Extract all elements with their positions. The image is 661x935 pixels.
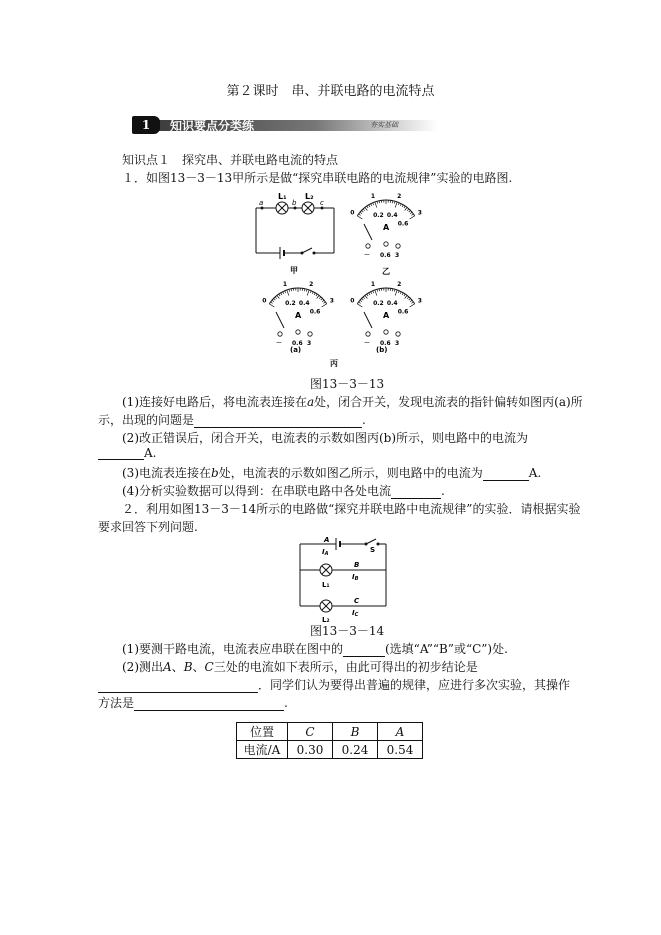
table-row — [237, 723, 423, 741]
meter-tick — [409, 298, 411, 300]
meter-tick — [285, 291, 286, 293]
meter-scale-label: 0 — [350, 297, 355, 305]
meter-needle — [276, 312, 284, 328]
meter-tick — [322, 304, 327, 307]
label-L1: L₁ — [278, 193, 287, 201]
table-cell: 电流/A — [237, 741, 288, 759]
q1-part2-line1: (2)改正错误后，闭合开关，电流表的示数如图丙(b)所示，则电路中的电流为 — [122, 431, 529, 445]
meter-scale-label: 2 — [309, 281, 314, 289]
meter-terminal-label: － — [364, 340, 371, 347]
meter-tick — [405, 207, 407, 210]
meter-terminal-label: 3 — [307, 340, 312, 347]
meter-tick — [277, 295, 279, 298]
q2-stem-line1: ２．利用如图13－3－14所示的电路做“探究并联电路中电流规律”的实验．请根据实验 — [122, 502, 581, 516]
q2-stem-line2: 要求回答下列问题. — [98, 520, 198, 534]
meter-tick — [404, 206, 405, 208]
meter-needle — [364, 224, 372, 240]
q1-stem: １．如图13－3－13甲所示是做“探究串联电路的电流规律”实验的电路图. — [122, 171, 513, 185]
meter-scale-label: 0 — [262, 297, 267, 305]
q1-part2-line2: A. — [98, 446, 156, 460]
banner-label: 知识要点分类练 — [170, 119, 255, 133]
meter-tick — [407, 297, 409, 299]
q2-blank-1[interactable] — [343, 644, 385, 657]
meter-tick — [400, 204, 401, 206]
q2-part2-line2: ．同学们认为要得出普遍的规律，应进行多次实验，其操作 — [98, 676, 570, 693]
meter-terminal — [384, 242, 388, 246]
meter-tick — [375, 202, 377, 208]
meter-tick — [377, 201, 378, 203]
meter-tick — [363, 297, 365, 299]
label-L1-b: L₁ — [322, 581, 330, 589]
table-row — [237, 741, 423, 759]
meter-tick — [319, 297, 321, 299]
meter-terminal — [366, 332, 370, 336]
circuit-parallel — [292, 534, 392, 624]
meter-tick — [375, 290, 377, 296]
meter-needle — [364, 312, 372, 328]
label-L2-b: L₂ — [322, 616, 330, 624]
meter-tick — [359, 302, 361, 303]
meter-tick — [410, 304, 415, 307]
meter-scale-label: 0.6 — [309, 308, 321, 316]
meter-tick — [314, 293, 315, 295]
meter-tick — [272, 300, 274, 302]
meter-terminal — [384, 330, 388, 334]
meter-tick — [281, 293, 282, 295]
meter-terminal — [278, 332, 282, 336]
meter-tick — [398, 203, 399, 205]
meter-tick — [307, 290, 309, 296]
meter-tick — [367, 206, 368, 208]
q2-part2-line3: 方法是 . — [98, 696, 288, 710]
meter-tick — [310, 291, 311, 293]
banner-right-label: 夯实基础 — [370, 121, 398, 129]
meter-scale-label: 0.2 — [373, 212, 384, 220]
label-b: b — [292, 199, 297, 207]
meter-tick — [410, 300, 412, 302]
q1-part1-line1: (1)连接好电路后，将电流表连接在a处，闭合开关，发现电流表的指针偏转如图丙(a)所 — [122, 395, 583, 409]
meter-tick — [395, 202, 397, 208]
meter-scale-label: 0.4 — [298, 300, 310, 308]
table-cell: 0.54 — [378, 741, 423, 759]
meter-scale-label: 2 — [397, 281, 402, 289]
meter-scale-label: 3 — [329, 297, 334, 305]
label-A: A — [324, 536, 330, 544]
meter-terminal-label: － — [364, 252, 371, 259]
meter-tick — [306, 289, 307, 291]
meter-tick — [369, 205, 370, 207]
q1-blank-2[interactable] — [98, 447, 144, 460]
table-cell: 位置 — [237, 723, 288, 741]
meter-tick — [410, 216, 415, 219]
meter-terminal — [396, 332, 400, 336]
meter-scale-label: 0.6 — [397, 308, 409, 316]
fig-13-3-13-caption: 图13－3－13 — [310, 377, 385, 391]
q2-blank-3[interactable] — [134, 698, 284, 711]
meter-tick — [363, 209, 365, 211]
fig-yi-label: 乙 — [382, 267, 390, 276]
meter-tick — [402, 293, 403, 295]
meter-tick — [394, 289, 395, 291]
meter-tick — [357, 216, 362, 219]
meter-tick — [371, 204, 372, 206]
label-B: B — [354, 561, 360, 569]
label-a: a — [259, 199, 264, 207]
meter-tick — [322, 300, 324, 302]
meter-tick — [373, 291, 374, 293]
meter-tick — [409, 210, 411, 212]
q1-blank-4[interactable] — [391, 486, 441, 499]
meter-tick — [275, 297, 277, 299]
circuit-jia — [250, 193, 340, 278]
q1-blank-3[interactable] — [483, 468, 529, 481]
q1-part1-line2: 示，出现的问题是 . — [98, 413, 366, 427]
ammeter-bing-b — [342, 278, 430, 358]
meter-tick — [402, 205, 403, 207]
q1-part3: (3)电流表连接在b处，电流表的示数如图乙所示，则电路中的电流为 A. — [122, 466, 542, 480]
meter-tick — [395, 290, 397, 296]
meter-tick — [357, 304, 362, 307]
q1-part4: (4)分析实验数据可以得到：在串联电路中各处电流 . — [122, 484, 445, 498]
meter-tick — [274, 298, 276, 300]
meter-tick — [367, 294, 368, 296]
meter-terminal-label: 3 — [395, 252, 400, 259]
meter-tick — [323, 302, 325, 303]
meter-tick — [321, 298, 323, 300]
meter-terminal-label: 3 — [395, 340, 400, 347]
page-title: 第２课时 串、并联电路的电流特点 — [226, 84, 435, 99]
meter-tick — [371, 292, 372, 294]
meter-terminal-label: 0.6 — [380, 340, 391, 347]
meter-scale-label: 0.4 — [386, 300, 398, 308]
meter-tick — [359, 214, 361, 215]
table-cell: C — [288, 723, 333, 741]
sub-b-label: (b) — [376, 346, 388, 354]
meter-terminal-label: 0.6 — [292, 340, 303, 347]
table-cell: 0.24 — [333, 741, 378, 759]
meter-unit-label: A — [383, 223, 390, 232]
meter-scale-label: 3 — [417, 297, 422, 305]
label-IC: IC — [352, 609, 359, 618]
meter-tick — [407, 209, 409, 211]
meter-terminal — [396, 244, 400, 248]
q2-abc: A — [163, 660, 172, 674]
meter-tick — [373, 203, 374, 205]
meter-tick — [365, 295, 367, 298]
meter-tick — [369, 293, 370, 295]
meter-tick — [394, 201, 395, 203]
label-L2: L₂ — [305, 193, 314, 201]
meter-tick — [289, 289, 290, 291]
meter-unit-label: A — [383, 311, 390, 320]
section-banner — [132, 116, 438, 134]
ammeter-bing-a — [254, 278, 342, 358]
fig-jia-label: 甲 — [290, 266, 298, 275]
meter-tick — [316, 294, 317, 296]
meter-terminal-label: － — [276, 340, 283, 347]
meter-terminal — [296, 330, 300, 334]
meter-tick — [269, 304, 274, 307]
meter-tick — [279, 294, 280, 296]
meter-tick — [410, 212, 412, 214]
meter-tick — [400, 292, 401, 294]
meter-tick — [360, 212, 362, 214]
meter-scale-label: 2 — [397, 193, 402, 201]
meter-tick — [411, 214, 413, 215]
meter-tick — [405, 295, 407, 298]
meter-tick — [365, 207, 367, 210]
meter-tick — [317, 295, 319, 298]
knowledge-point-1: 知识点１ 探究串、并联电路电流的特点 — [122, 153, 339, 167]
meter-tick — [283, 292, 284, 294]
meter-tick — [398, 291, 399, 293]
table-cell: B — [333, 723, 378, 741]
meter-tick — [411, 302, 413, 303]
meter-tick — [362, 298, 364, 300]
fig-13-3-14-caption: 图13－3－14 — [310, 624, 385, 638]
meter-terminal — [308, 332, 312, 336]
q1-blank-1[interactable] — [194, 415, 362, 428]
sub-a-label: (a) — [290, 346, 302, 354]
meter-tick — [271, 302, 273, 303]
meter-tick — [377, 289, 378, 291]
meter-terminal-label: 0.6 — [380, 252, 391, 259]
fig-bing-label: 丙 — [330, 359, 338, 368]
label-C: C — [354, 597, 360, 605]
meter-scale-label: 3 — [417, 209, 422, 217]
label-IB: IB — [352, 573, 359, 582]
meter-tick — [287, 290, 289, 296]
meter-unit-label: A — [295, 311, 302, 320]
meter-scale-label: 0.4 — [386, 212, 398, 220]
label-c: c — [320, 199, 324, 207]
meter-scale-label: 1 — [370, 193, 376, 201]
table-cell: 0.30 — [288, 741, 333, 759]
q2-part2-line1: (2)测出A、B、C三处的电流如下表所示，由此可得出的初步结论是 — [122, 660, 478, 674]
label-IA: IA — [322, 548, 329, 557]
meter-tick — [360, 300, 362, 302]
label-S: S — [370, 546, 376, 554]
meter-scale-label: 1 — [370, 281, 376, 289]
q2-part1: (1)要测干路电流，电流表应串联在图中的 (选填“A”“B”或“C”)处. — [122, 642, 508, 656]
meter-terminal — [366, 244, 370, 248]
meter-tick — [404, 294, 405, 296]
meter-tick — [362, 210, 364, 212]
meter-tick — [312, 292, 313, 294]
meter-scale-label: 0 — [350, 209, 355, 217]
current-table — [236, 722, 423, 759]
meter-scale-label: 0.2 — [285, 300, 296, 308]
meter-scale-label: 0.6 — [397, 220, 409, 228]
ammeter-yi — [342, 190, 438, 280]
meter-scale-label: 0.2 — [373, 300, 384, 308]
q2-blank-2[interactable] — [98, 680, 258, 693]
meter-scale-label: 1 — [282, 281, 288, 289]
banner-badge: 1 — [132, 116, 160, 134]
table-cell: A — [378, 723, 423, 741]
